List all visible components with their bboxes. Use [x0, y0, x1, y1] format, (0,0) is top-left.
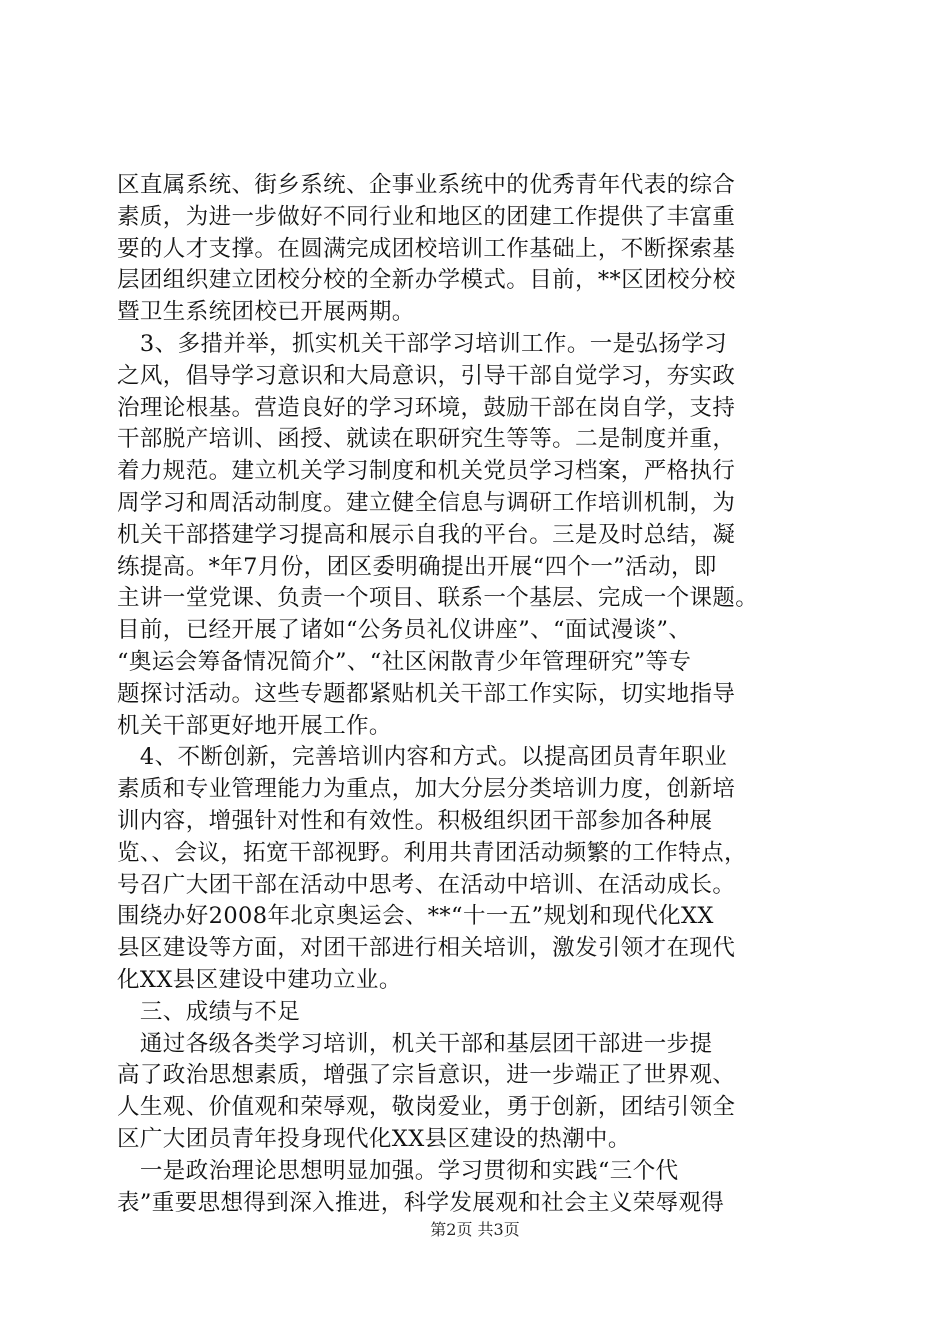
text-line: 治理论根基。营造良好的学习环境，鼓励干部在岗自学，支持	[117, 394, 736, 421]
text-line: “奥运会筹备情况简介”、“社区闲散青少年管理研究”等专	[117, 648, 692, 675]
text-line: 区直属系统、街乡系统、企事业系统中的优秀青年代表的综合	[117, 172, 736, 198]
text-line: 层团组织建立团校分校的全新办学模式。目前，**区团校分校	[117, 267, 736, 294]
text-line: 表”重要思想得到深入推进，科学发展观和社会主义荣辱观得	[117, 1189, 725, 1216]
text-line: 3、多措并举，抓实机关干部学习培训工作。一是弘扬学习	[117, 330, 728, 357]
text-line: 高了政治思想素质，增强了宗旨意识，进一步端正了世界观、	[117, 1062, 736, 1089]
text-line: 号召广大团干部在活动中思考、在活动中培训、在活动成长。	[117, 871, 736, 898]
text-line: 素质，为进一步做好不同行业和地区的团建工作提供了丰富重	[117, 203, 736, 230]
text-line: 一是政治理论思想明显加强。学习贯彻和实践“三个代	[117, 1157, 679, 1184]
text-line: 训内容，增强针对性和有效性。积极组织团干部参加各种展	[117, 807, 713, 834]
section-heading: 三、成绩与不足	[117, 998, 301, 1025]
page-number-footer: 第2页 共3页	[430, 1220, 520, 1239]
document-body	[117, 170, 837, 1219]
text-line: 题探讨活动。这些专题都紧贴机关干部工作实际，切实地指导	[117, 680, 736, 707]
text-line: 区广大团员青年投身现代化XX县区建设的热潮中。	[117, 1125, 631, 1152]
text-line: 围绕办好2008年北京奥运会、**“十一五”规划和现代化XX	[117, 903, 714, 930]
text-line: 览、、会议，拓宽干部视野。利用共青团活动频繁的工作特点，	[117, 839, 747, 866]
text-line: 干部脱产培训、函授、就读在职研究生等等。二是制度并重，	[117, 426, 736, 453]
text-line: 着力规范。建立机关学习制度和机关党员学习档案，严格执行	[117, 458, 736, 485]
text-line: 县区建设等方面，对团干部进行相关培训，激发引领才在现代	[117, 935, 736, 962]
text-line: 暨卫生系统团校已开展两期。	[117, 299, 415, 326]
text-line: 化XX县区建设中建功立业。	[117, 966, 402, 993]
text-line: 目前，已经开展了诸如“公务员礼仪讲座”、“面试漫谈”、	[117, 617, 692, 644]
text-line: 要的人才支撑。在圆满完成团校培训工作基础上，不断探索基	[117, 235, 736, 262]
text-line: 通过各级各类学习培训，机关干部和基层团干部进一步提	[117, 1030, 713, 1057]
text-line: 主讲一堂党课、负责一个项目、联系一个基层、完成一个课题。	[117, 585, 759, 612]
text-line: 机关干部更好地开展工作。	[117, 712, 392, 739]
text-line: 机关干部搭建学习提高和展示自我的平台。三是及时总结，凝	[117, 521, 736, 548]
text-line: 人生观、价值观和荣辱观，敬岗爱业，勇于创新，团结引领全	[117, 1094, 736, 1121]
text-line: 之风，倡导学习意识和大局意识，引导干部自觉学习，夯实政	[117, 362, 736, 389]
text-line: 4、不断创新，完善培训内容和方式。以提高团员青年职业	[117, 744, 728, 771]
text-line: 周学习和周活动制度。建立健全信息与调研工作培训机制，为	[117, 489, 736, 516]
text-line: 练提高。*年7月份，团区委明确提出开展“四个一”活动，即	[117, 553, 717, 580]
text-line: 素质和专业管理能力为重点，加大分层分类培训力度，创新培	[117, 776, 736, 803]
